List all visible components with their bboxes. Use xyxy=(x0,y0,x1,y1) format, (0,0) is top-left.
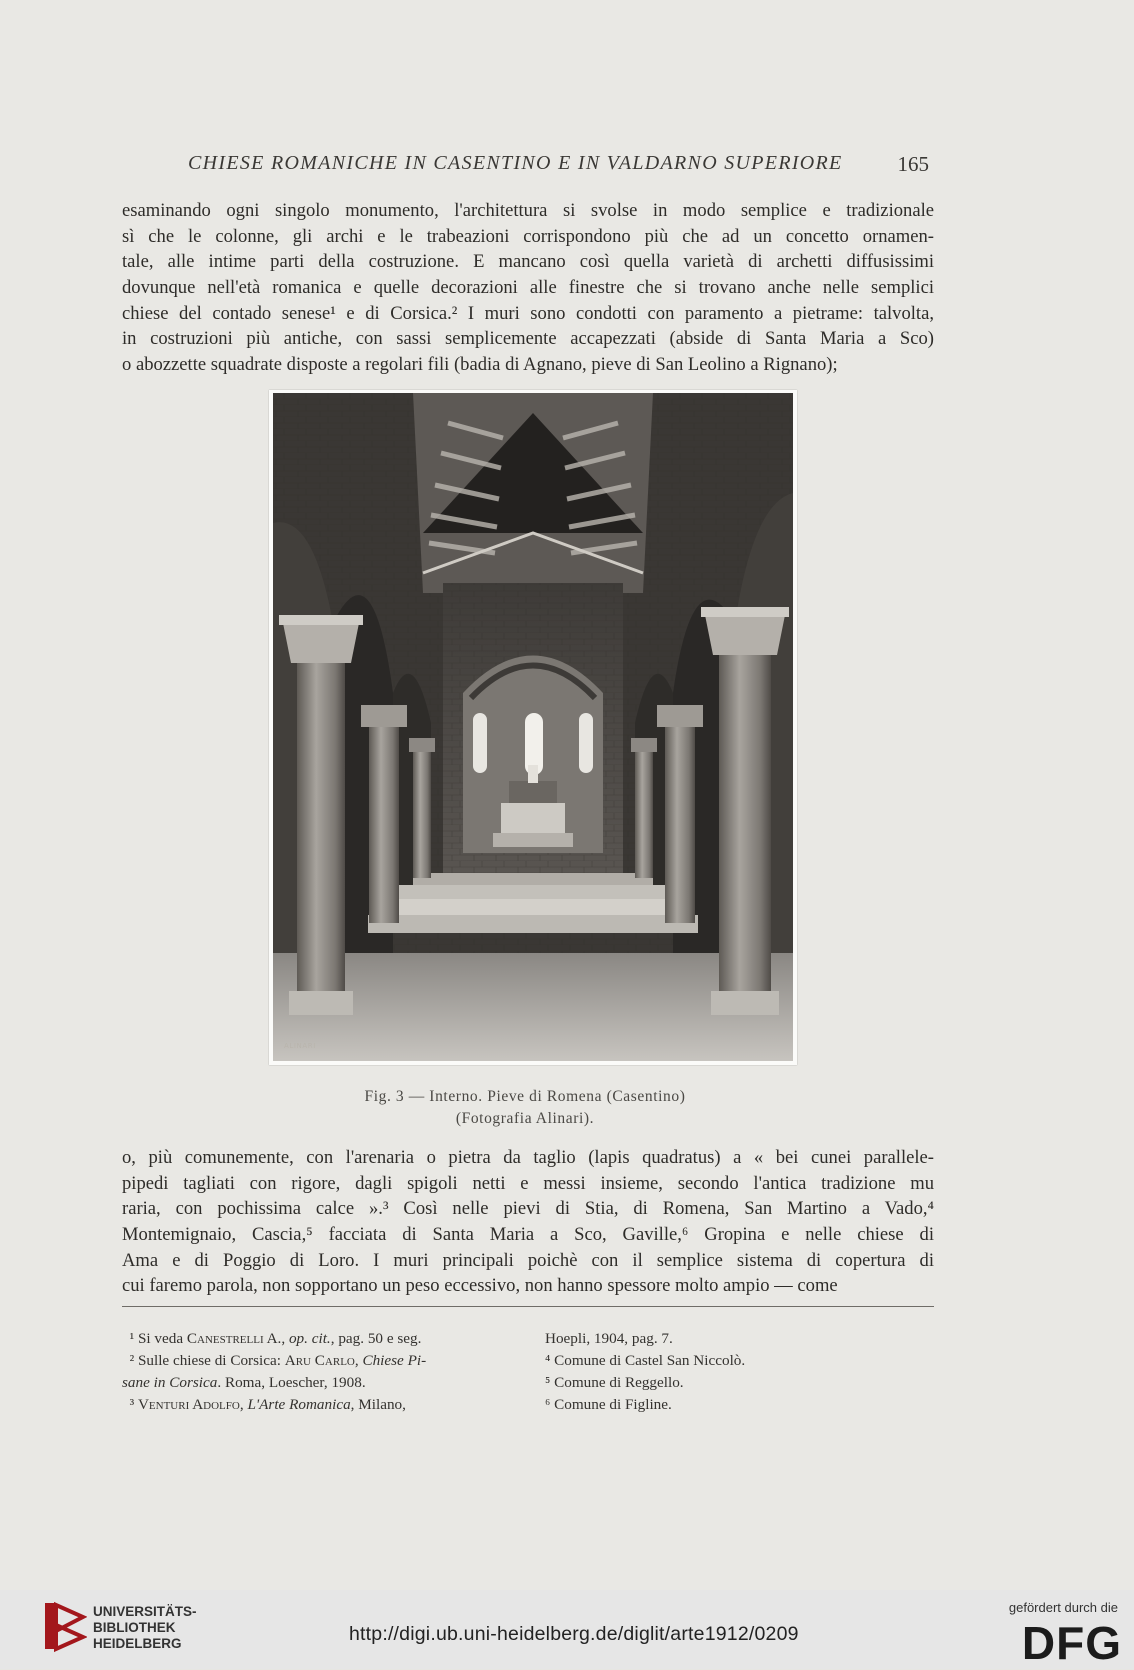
footnotes-right-column xyxy=(545,1328,925,1416)
document-url-link[interactable]: http://digi.ub.uni-heidelberg.de/diglit/arte1912/0209 xyxy=(349,1623,799,1645)
figure-caption: Fig. 3 — Interno. Pieve di Romena (Casentino) xyxy=(364,1088,686,1105)
text-line: Montemignaio, Cascia,⁵ facciata di Santa Maria a Sco, Gaville,⁶ Gropina e nelle chiese di xyxy=(122,1224,934,1246)
text-line: esaminando ogni singolo monumento, l'architettura si svolse in modo semplice e tradizionale xyxy=(122,200,934,221)
footnote-2-continued: sane in Corsica. Roma, Loescher, 1908. xyxy=(122,1374,366,1391)
text-line: chiese del contado senese¹ e di Corsica.² I muri sono condotti con paramento a pietrame: talvolta, xyxy=(122,302,934,324)
text-line: sì che le colonne, gli archi e le trabeazioni corrispondono più che ad un concetto ornamen- xyxy=(122,225,934,247)
text-line: raria, con pochissima calce ».³ Così nelle pievi di Stia, di Romena, San Martino a Vado,⁴ xyxy=(122,1198,934,1220)
running-head xyxy=(122,152,929,180)
figure-photograph xyxy=(269,390,797,1065)
text-line: pipedi tagliati con rigore, dagli spigoli netti e messi insieme, secondo l'antica tradizione mu xyxy=(122,1172,934,1194)
footnote-4: ⁴ Comune di Castel San Niccolò. xyxy=(545,1352,746,1369)
university-library-logo-icon xyxy=(43,1599,87,1653)
footnote-5: ⁵ Comune di Reggello. xyxy=(545,1374,684,1391)
footnotes-left-column xyxy=(122,1328,532,1416)
figure-credit: (Fotografia Alinari). xyxy=(455,1110,595,1127)
dfg-logo: DFG xyxy=(1021,1617,1122,1669)
footnote-6: ⁶ Comune di Figline. xyxy=(545,1396,672,1413)
text-line: dovunque nell'età romanica e quelle decorazioni alle finestre che si trovano anche nelle semplici xyxy=(122,277,934,299)
running-title: CHIESE ROMANICHE IN CASENTINO E IN VALDARNO SUPERIORE xyxy=(188,152,843,174)
page-number: 165 xyxy=(897,152,929,176)
funding-label: gefördert durch die xyxy=(1008,1600,1118,1615)
footnote-rule xyxy=(122,1306,934,1307)
church-interior-photo xyxy=(273,393,793,1061)
text-line: o, più comunemente, con l'arenaria o pietra da taglio (lapis quadratus) a « bei cunei parallele- xyxy=(122,1147,934,1168)
footnote-3: ³ Venturi Adolfo, L'Arte Romanica, Milano, xyxy=(129,1396,406,1413)
photo-credit-mark: ALINARI xyxy=(284,1042,316,1050)
text-line: tale, alle intime parti della costruzione. E mancano così quella varietà di archetti diffusissimi xyxy=(122,251,934,273)
body-paragraph-2 xyxy=(122,1145,934,1299)
footnote-1: ¹ Si veda Canestrelli A., op. cit., pag. 50 e seg. xyxy=(129,1330,422,1347)
body-paragraph-1 xyxy=(122,198,934,378)
footnote-3-continued: Hoepli, 1904, pag. 7. xyxy=(545,1330,673,1347)
text-line: in costruzioni più antiche, con sassi semplicemente accapezzati (abside di Santa Maria a Sco) xyxy=(122,328,934,350)
text-line: o abozzette squadrate disposte a regolari fili (badia di Agnano, pieve di San Leolino a Rignano); xyxy=(122,354,838,376)
text-line: Ama e di Poggio di Loro. I muri principali poichè con il semplice sistema di copertura di xyxy=(122,1249,934,1271)
university-library-name: UNIVERSITÄTS- BIBLIOTHEK HEIDELBERG xyxy=(93,1604,197,1651)
text-line: cui faremo parola, non sopportano un peso eccessivo, non hanno spessore molto ampio — come xyxy=(122,1275,838,1297)
footnote-2: ² Sulle chiese di Corsica: Aru Carlo, Chiese Pi- xyxy=(129,1352,427,1369)
